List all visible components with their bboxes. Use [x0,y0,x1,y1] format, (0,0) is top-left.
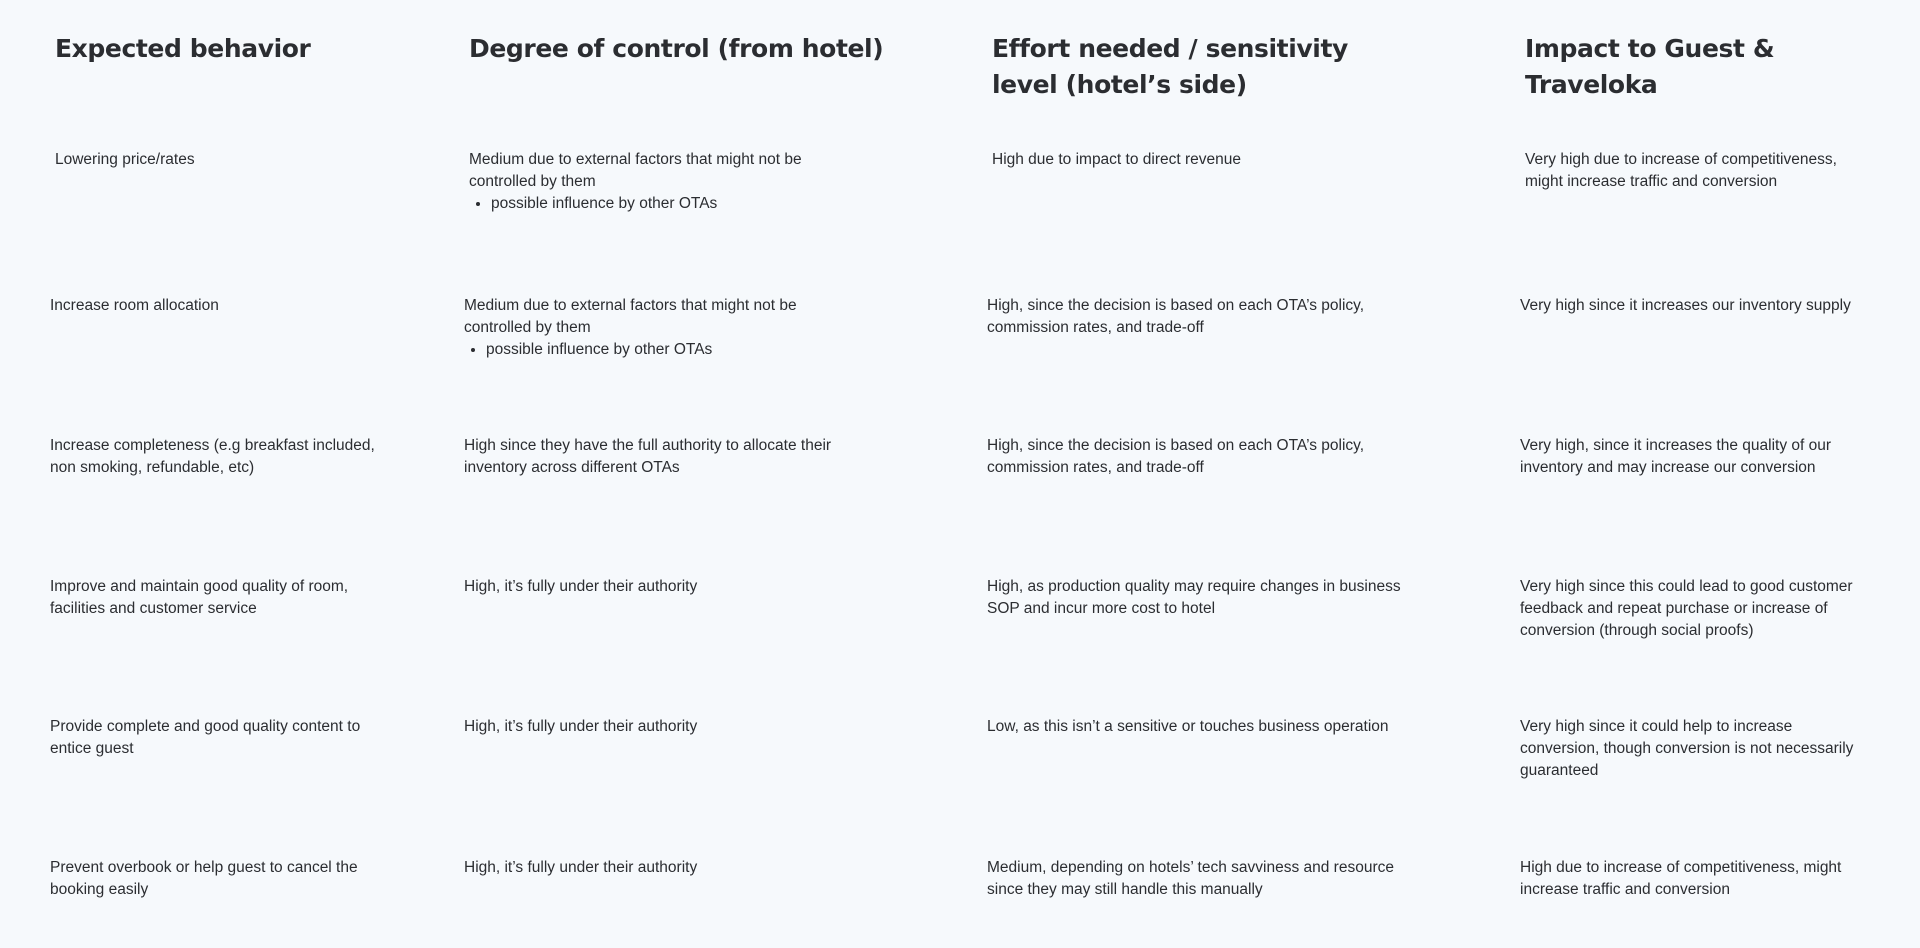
row-4-control: High, it’s fully under their authority [464,578,698,595]
header-expected-behavior: Expected behavior [55,34,311,63]
row-6-effort: Medium, depending on hotels’ tech savviness and resource since they may still handle this manually [987,859,1394,898]
row-4-effort: High, as production quality may require changes in business SOP and incur more cost to hotel [987,578,1401,617]
row-1-control: Medium due to external factors that might not be controlled by them • possible influence by other OTAs [469,149,839,215]
row-1-impact: Very high due to increase of competitiveness, might increase traffic and conversion [1525,151,1837,190]
row-5-impact: Very high since it could help to increase conversion, though conversion is not necessarily guaranteed [1520,718,1854,779]
row-3-effort: High, since the decision is based on each OTA’s policy, commission rates, and trade-off [987,437,1365,476]
header-impact: Impact to Guest & Traveloka [1525,34,1775,99]
row-4-impact: Very high since this could lead to good customer feedback and repeat purchase or increase of conversion (through social proofs) [1520,578,1853,639]
row-2-control-bullet: • possible influence by other OTAs [486,339,839,361]
row-1-control-bullet: • possible influence by other OTAs [491,193,839,215]
row-5-effort: Low, as this isn’t a sensitive or touches business operation [987,718,1389,735]
row-4-behavior: Improve and maintain good quality of room, facilities and customer service [50,578,349,617]
row-6-behavior: Prevent overbook or help guest to cancel the booking easily [50,859,358,898]
row-3-impact: Very high, since it increases the quality of our inventory and may increase our conversion [1520,437,1832,476]
row-2-impact: Very high since it increases our inventory supply [1520,297,1851,314]
row-6-control: High, it’s fully under their authority [464,859,698,876]
row-2-effort: High, since the decision is based on each OTA’s policy, commission rates, and trade-off [987,297,1365,336]
row-3-control: High since they have the full authority to allocate their inventory across different OTAs [464,437,832,476]
row-1-behavior: Lowering price/rates [55,151,195,168]
header-effort-sensitivity: Effort needed / sensitivity level (hotel’s side) [992,34,1348,99]
row-5-control: High, it’s fully under their authority [464,718,698,735]
header-degree-of-control: Degree of control (from hotel) [469,34,884,63]
row-1-effort: High due to impact to direct revenue [992,151,1241,168]
row-6-impact: High due to increase of competitiveness, might increase traffic and conversion [1520,859,1842,898]
row-2-control: Medium due to external factors that might not be controlled by them • possible influence by other OTAs [464,295,839,361]
row-5-behavior: Provide complete and good quality content to entice guest [50,718,361,757]
row-3-behavior: Increase completeness (e.g breakfast included, non smoking, refundable, etc) [50,437,375,476]
row-2-behavior: Increase room allocation [50,297,219,314]
